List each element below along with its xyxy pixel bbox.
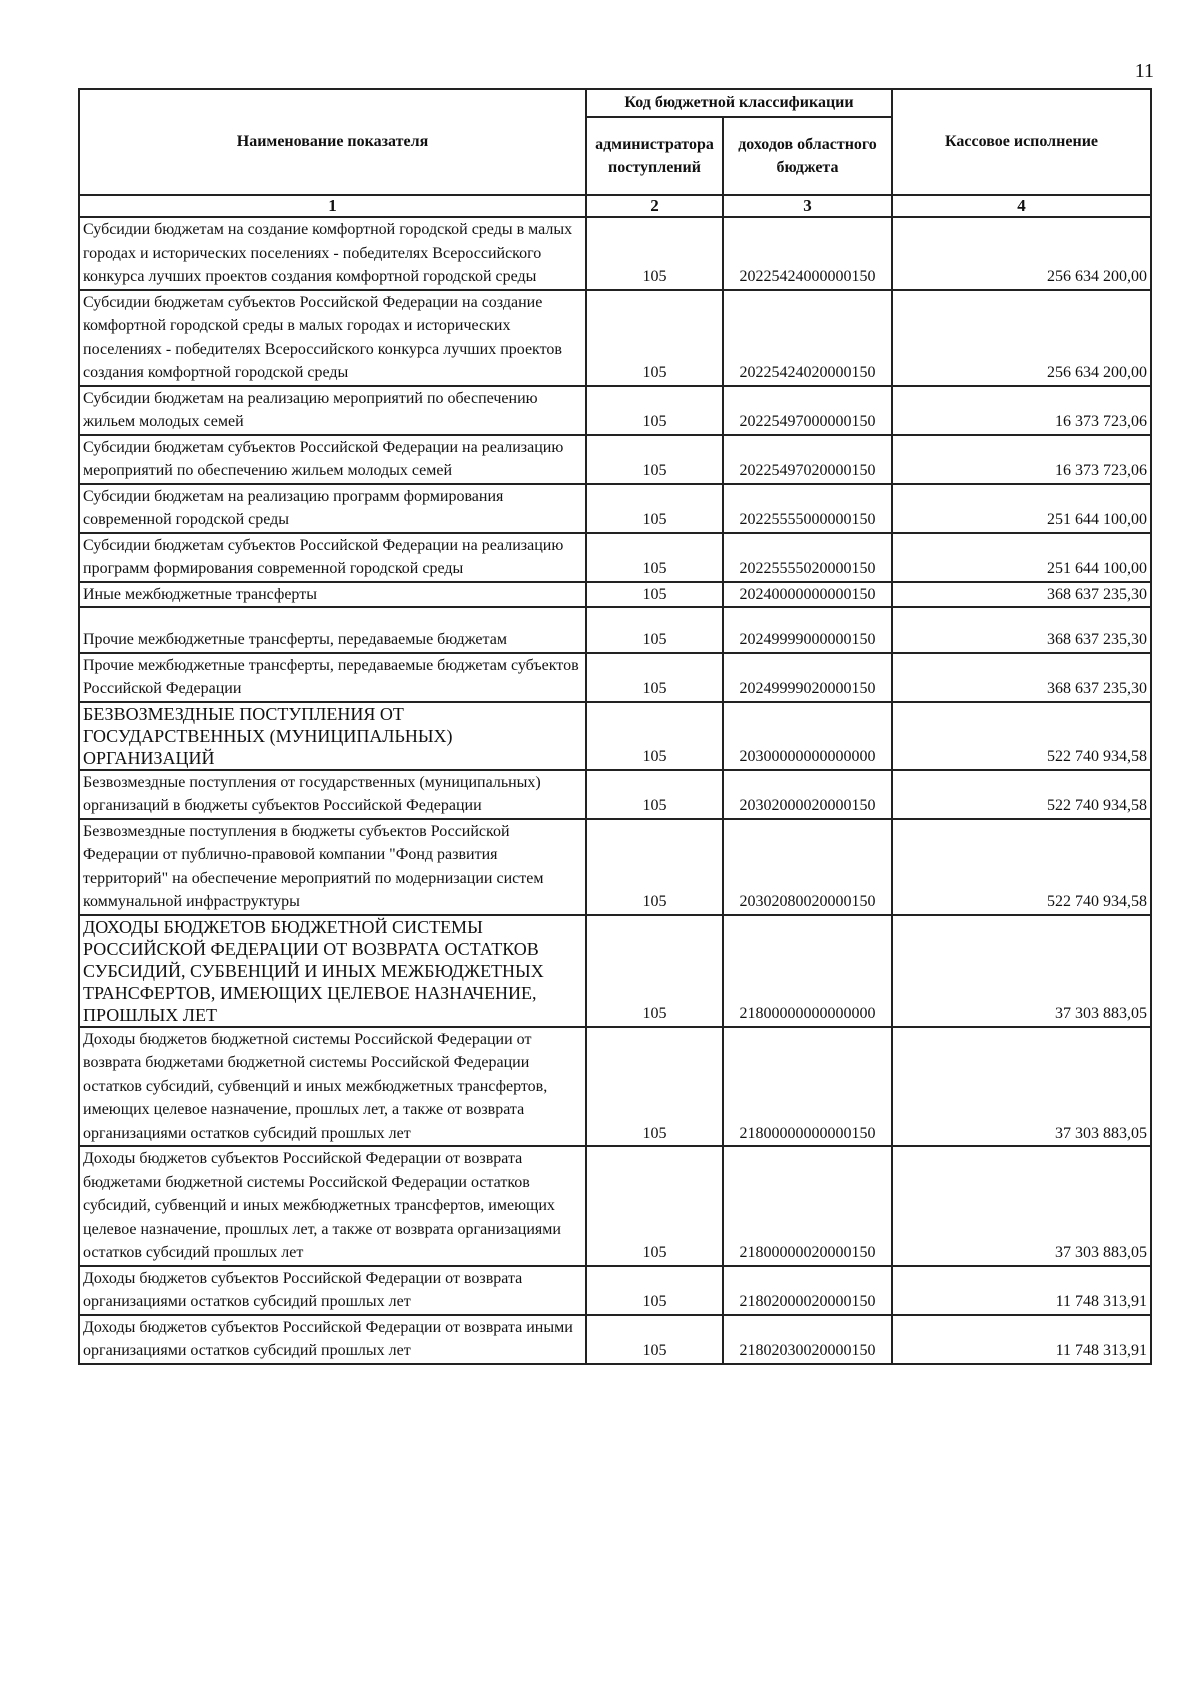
row-admin-code: 105 bbox=[586, 1146, 723, 1266]
column-number: 4 bbox=[892, 195, 1151, 217]
row-amount: 368 637 235,30 bbox=[892, 653, 1151, 702]
row-budget-code: 21800000020000150 bbox=[723, 1146, 892, 1266]
column-number: 2 bbox=[586, 195, 723, 217]
table-row bbox=[79, 1146, 1151, 1266]
header-execution-column: Кассовое исполнение bbox=[892, 89, 1151, 195]
row-name: Доходы бюджетов субъектов Российской Федерации от возврата иными организациями остатков субсидий прошлых лет bbox=[79, 1315, 586, 1364]
row-amount: 522 740 934,58 bbox=[892, 770, 1151, 819]
row-name: Субсидии бюджетам на реализацию мероприятий по обеспечению жильем молодых семей bbox=[79, 386, 586, 435]
row-name: Прочие межбюджетные трансферты, передаваемые бюджетам субъектов Российской Федерации bbox=[79, 653, 586, 702]
table-row bbox=[79, 290, 1151, 386]
row-budget-code: 20225424000000150 bbox=[723, 217, 892, 290]
row-admin-code: 105 bbox=[586, 217, 723, 290]
row-admin-code: 105 bbox=[586, 607, 723, 653]
row-amount: 16 373 723,06 bbox=[892, 386, 1151, 435]
table-row bbox=[79, 533, 1151, 582]
row-budget-code: 20240000000000150 bbox=[723, 582, 892, 608]
table-row bbox=[79, 582, 1151, 608]
row-amount: 11 748 313,91 bbox=[892, 1315, 1151, 1364]
table-row bbox=[79, 1027, 1151, 1147]
table-row bbox=[79, 386, 1151, 435]
table-row bbox=[79, 484, 1151, 533]
row-budget-code: 20225497000000150 bbox=[723, 386, 892, 435]
table-row bbox=[79, 770, 1151, 819]
row-name: Субсидии бюджетам субъектов Российской Федерации на создание комфортной городской среды в малых городах и исторических поселениях - победителях Всероссийского конкурса лучших проектов создания комфортной городской среды bbox=[79, 290, 586, 386]
table-row bbox=[79, 915, 1151, 1027]
table-row bbox=[79, 1315, 1151, 1364]
row-amount: 368 637 235,30 bbox=[892, 582, 1151, 608]
column-numbers-row bbox=[79, 195, 1151, 217]
row-budget-code: 20302080020000150 bbox=[723, 819, 892, 915]
row-amount: 251 644 100,00 bbox=[892, 533, 1151, 582]
row-name: Субсидии бюджетам субъектов Российской Федерации на реализацию мероприятий по обеспечению жильем молодых семей bbox=[79, 435, 586, 484]
income-table bbox=[78, 88, 1152, 1365]
row-name: ДОХОДЫ БЮДЖЕТОВ БЮДЖЕТНОЙ СИСТЕМЫ РОССИЙСКОЙ ФЕДЕРАЦИИ ОТ ВОЗВРАТА ОСТАТКОВ СУБСИДИЙ, СУБВЕНЦИЙ И ИНЫХ МЕЖБЮДЖЕТНЫХ ТРАНСФЕРТОВ, ИМЕЮЩИХ ЦЕЛЕВОЕ НАЗНАЧЕНИЕ, ПРОШЛЫХ ЛЕТ bbox=[79, 915, 586, 1027]
row-budget-code: 20225555020000150 bbox=[723, 533, 892, 582]
row-budget-code: 20225555000000150 bbox=[723, 484, 892, 533]
row-amount: 368 637 235,30 bbox=[892, 607, 1151, 653]
row-name: Иные межбюджетные трансферты bbox=[79, 582, 586, 608]
header-code-group: Код бюджетной классификации bbox=[586, 89, 892, 117]
column-number: 3 bbox=[723, 195, 892, 217]
row-admin-code: 105 bbox=[586, 533, 723, 582]
column-number: 1 bbox=[79, 195, 586, 217]
row-name: Безвозмездные поступления от государственных (муниципальных) организаций в бюджеты субъектов Российской Федерации bbox=[79, 770, 586, 819]
row-budget-code: 20300000000000000 bbox=[723, 702, 892, 770]
row-admin-code: 105 bbox=[586, 1315, 723, 1364]
row-name: Доходы бюджетов субъектов Российской Федерации от возврата организациями остатков субсидий прошлых лет bbox=[79, 1266, 586, 1315]
row-budget-code: 21802000020000150 bbox=[723, 1266, 892, 1315]
table-row bbox=[79, 217, 1151, 290]
row-admin-code: 105 bbox=[586, 484, 723, 533]
row-admin-code: 105 bbox=[586, 290, 723, 386]
row-admin-code: 105 bbox=[586, 702, 723, 770]
table-row bbox=[79, 435, 1151, 484]
row-name: Субсидии бюджетам субъектов Российской Федерации на реализацию программ формирования современной городской среды bbox=[79, 533, 586, 582]
table-row bbox=[79, 607, 1151, 653]
row-amount: 251 644 100,00 bbox=[892, 484, 1151, 533]
row-amount: 522 740 934,58 bbox=[892, 819, 1151, 915]
row-amount: 522 740 934,58 bbox=[892, 702, 1151, 770]
row-admin-code: 105 bbox=[586, 386, 723, 435]
row-admin-code: 105 bbox=[586, 1027, 723, 1147]
row-admin-code: 105 bbox=[586, 435, 723, 484]
row-amount: 11 748 313,91 bbox=[892, 1266, 1151, 1315]
row-name: Доходы бюджетов субъектов Российской Федерации от возврата бюджетами бюджетной системы Российской Федерации остатков субсидий, субвенций и иных межбюджетных трансфертов, имеющих целевое назначение, прошлых лет, а также от возврата организациями остатков субсидий прошлых лет bbox=[79, 1146, 586, 1266]
row-budget-code: 20249999020000150 bbox=[723, 653, 892, 702]
row-amount: 37 303 883,05 bbox=[892, 915, 1151, 1027]
header-admin-column: администратора поступлений bbox=[586, 117, 723, 195]
row-budget-code: 21800000000000150 bbox=[723, 1027, 892, 1147]
row-amount: 256 634 200,00 bbox=[892, 290, 1151, 386]
row-budget-code: 20225497020000150 bbox=[723, 435, 892, 484]
row-admin-code: 105 bbox=[586, 653, 723, 702]
row-name: Прочие межбюджетные трансферты, передаваемые бюджетам bbox=[79, 607, 586, 653]
table-row bbox=[79, 819, 1151, 915]
row-admin-code: 105 bbox=[586, 819, 723, 915]
row-amount: 256 634 200,00 bbox=[892, 217, 1151, 290]
row-budget-code: 20302000020000150 bbox=[723, 770, 892, 819]
row-budget-code: 20249999000000150 bbox=[723, 607, 892, 653]
row-admin-code: 105 bbox=[586, 915, 723, 1027]
row-name: Безвозмездные поступления в бюджеты субъектов Российской Федерации от публично-правовой компании "Фонд развития территорий" на обеспечение мероприятий по модернизации систем коммунальной инфраструктуры bbox=[79, 819, 586, 915]
row-name: БЕЗВОЗМЕЗДНЫЕ ПОСТУПЛЕНИЯ ОТ ГОСУДАРСТВЕННЫХ (МУНИЦИПАЛЬНЫХ) ОРГАНИЗАЦИЙ bbox=[79, 702, 586, 770]
row-budget-code: 21800000000000000 bbox=[723, 915, 892, 1027]
row-admin-code: 105 bbox=[586, 1266, 723, 1315]
table-row bbox=[79, 1266, 1151, 1315]
row-admin-code: 105 bbox=[586, 582, 723, 608]
row-amount: 37 303 883,05 bbox=[892, 1027, 1151, 1147]
header-name-column: Наименование показателя bbox=[79, 89, 586, 195]
row-budget-code: 20225424020000150 bbox=[723, 290, 892, 386]
row-amount: 16 373 723,06 bbox=[892, 435, 1151, 484]
row-amount: 37 303 883,05 bbox=[892, 1146, 1151, 1266]
row-name: Субсидии бюджетам на реализацию программ формирования современной городской среды bbox=[79, 484, 586, 533]
table-row bbox=[79, 653, 1151, 702]
table-row bbox=[79, 702, 1151, 770]
row-name: Субсидии бюджетам на создание комфортной городской среды в малых городах и исторических поселениях - победителях Всероссийского конкурса лучших проектов создания комфортной городской среды bbox=[79, 217, 586, 290]
row-admin-code: 105 bbox=[586, 770, 723, 819]
header-income-column: доходов областного бюджета bbox=[723, 117, 892, 195]
row-name: Доходы бюджетов бюджетной системы Российской Федерации от возврата бюджетами бюджетной системы Российской Федерации остатков субсидий, субвенций и иных межбюджетных трансфертов, имеющих целевое назначение, прошлых лет, а также от возврата организациями остатков субсидий прошлых лет bbox=[79, 1027, 586, 1147]
page-number: 11 bbox=[1134, 60, 1154, 82]
row-budget-code: 21802030020000150 bbox=[723, 1315, 892, 1364]
